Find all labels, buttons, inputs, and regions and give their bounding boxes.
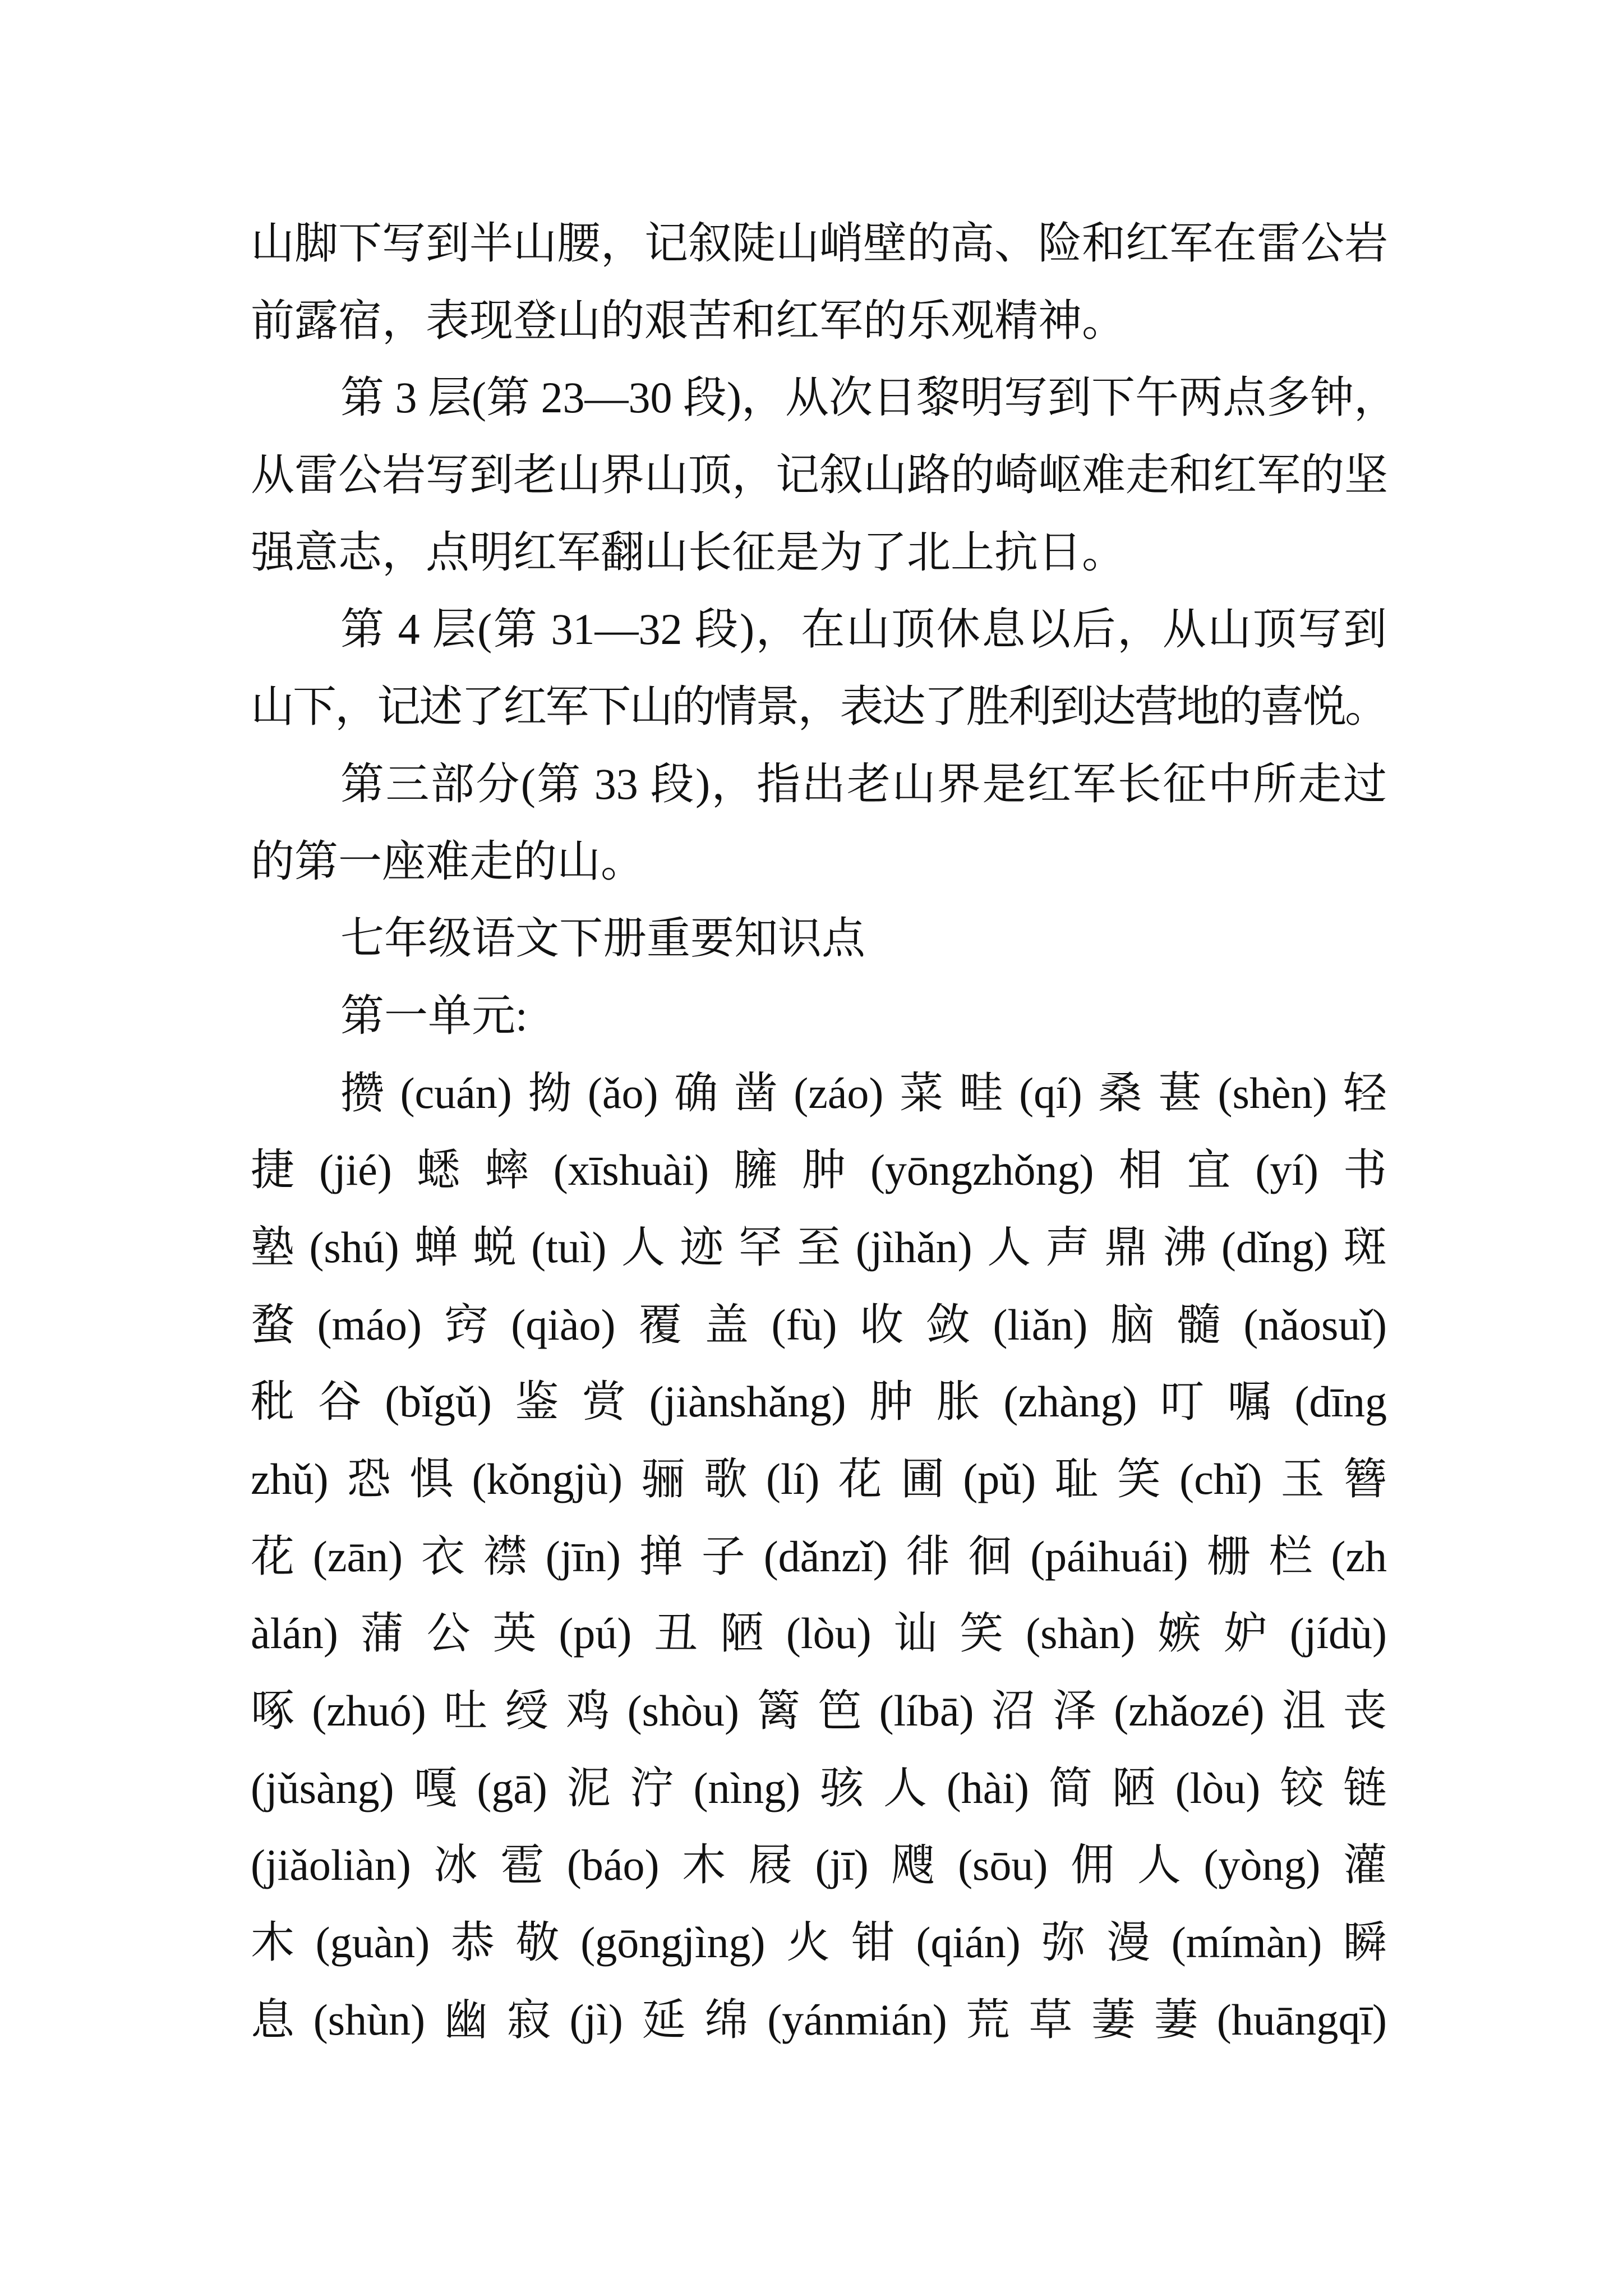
text-line: 强意志，点明红军翻山长征是为了北上抗日。 bbox=[251, 527, 1126, 577]
unit-heading: 第一单元: bbox=[340, 991, 528, 1040]
text-line: 第 4 层(第 31—32 段)，在山顶休息以后，从山顶写到 bbox=[340, 605, 1387, 654]
section-heading: 七年级语文下册重要知识点 bbox=[340, 914, 866, 963]
vocabulary-line: 塾(shú)蝉蜕(tuì)人迹罕至(jìhǎn)人声鼎沸(dǐng)斑 bbox=[251, 1222, 1387, 1272]
text-line: 第 3 层(第 23—30 段)，从次日黎明写到下午两点多钟， bbox=[340, 373, 1398, 422]
vocabulary-line: 花(zān)衣襟(jīn)掸子(dǎnzǐ)徘徊(páihuái)栅栏(zh bbox=[251, 1531, 1387, 1581]
vocabulary-line: 蝥(máo)窍(qiào)覆盖(fù)收敛(liǎn)脑髓(nǎosuǐ) bbox=[251, 1300, 1387, 1349]
text-line: 从雷公岩写到老山界山顶，记叙山路的崎岖难走和红军的坚 bbox=[251, 450, 1389, 500]
vocabulary-line: (jǔsàng)嘎(gā)泥泞(nìng)骇人(hài)简陋(lòu)铰链 bbox=[251, 1763, 1387, 1812]
vocabulary-line: àlán)蒲公英(pú)丑陋(lòu)讪笑(shàn)嫉妒(jídù) bbox=[251, 1609, 1387, 1658]
vocabulary-line: 息(shùn)幽寂(jì)延绵(yánmián)荒草萋萋(huāngqī) bbox=[251, 1995, 1387, 2044]
text-line: 山脚下写到半山腰，记叙陡山峭壁的高、险和红军在雷公岩 bbox=[251, 219, 1389, 268]
vocabulary-line: (jiǎoliàn)冰雹(báo)木屐(jī)飕(sōu)佣人(yòng)灌 bbox=[251, 1841, 1387, 1890]
vocabulary-line: zhǔ)恐惧(kǒngjù)骊歌(lí)花圃(pǔ)耻笑(chǐ)玉簪 bbox=[251, 1455, 1387, 1503]
text-line: 的第一座难走的山。 bbox=[251, 836, 645, 886]
vocabulary-line: 木(guàn)恭敬(gōngjìng)火钳(qián)弥漫(mímàn)瞬 bbox=[251, 1918, 1387, 1967]
text-line: 前露宿，表现登山的艰苦和红军的乐观精神。 bbox=[251, 296, 1126, 345]
document-body bbox=[251, 205, 1398, 2059]
text-line: 第三部分(第 33 段)，指出老山界是红军长征中所走过 bbox=[340, 759, 1387, 808]
vocabulary-line: 秕谷(bǐgǔ)鉴赏(jiànshǎng)肿胀(zhàng)叮嘱(dīng bbox=[251, 1377, 1387, 1427]
vocabulary-line: 啄(zhuó)吐绶鸡(shòu)篱笆(líbā)沼泽(zhǎozé)沮丧 bbox=[251, 1686, 1387, 1736]
vocabulary-line: 攒(cuán)拗(ǎo)确凿(záo)菜畦(qí)桑葚(shèn)轻 bbox=[340, 1068, 1387, 1117]
vocabulary-line: 捷(jié)蟋蟀(xīshuài)臃肿(yōngzhǒng)相宜(yí)书 bbox=[251, 1145, 1387, 1195]
text-line: 山下，记述了红军下山的情景，表达了胜利到达营地的喜悦。 bbox=[251, 682, 1387, 731]
